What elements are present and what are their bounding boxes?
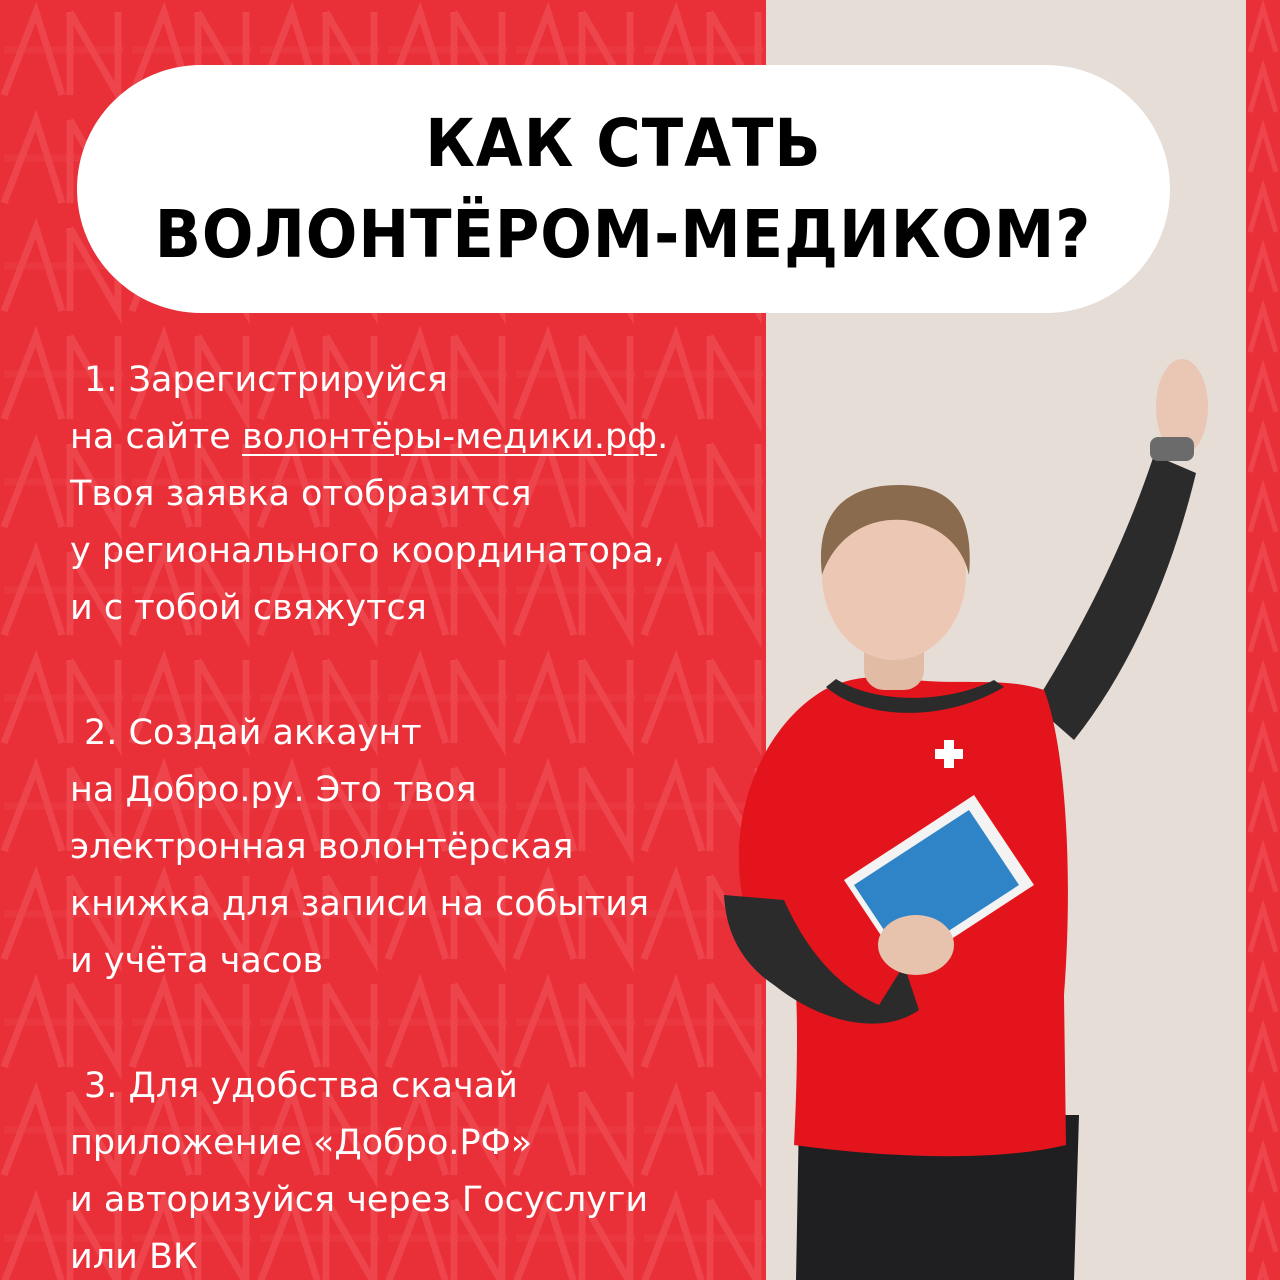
title-line-2: ВОЛОНТЁРОМ-МЕДИКОМ? bbox=[155, 196, 1092, 273]
wrist-bands bbox=[1150, 437, 1194, 461]
volunteer-photo bbox=[704, 345, 1244, 1280]
title-line-1: КАК СТАТЬ bbox=[425, 104, 822, 182]
step-3 bbox=[70, 1058, 750, 1280]
raised-arm-sleeve bbox=[1034, 455, 1196, 740]
step-1-line-3: Твоя заявка отобразится bbox=[70, 474, 532, 514]
step-3-line-2: приложение «Добро.РФ» bbox=[70, 1123, 533, 1163]
step-2-line-4: книжка для записи на события bbox=[70, 884, 650, 924]
holding-hand bbox=[878, 915, 954, 975]
title-banner bbox=[77, 65, 1170, 313]
step-1 bbox=[70, 352, 750, 637]
step-3-line-4: или ВК bbox=[70, 1237, 198, 1277]
step-3-line-3: и авторизуйся через Госуслуги bbox=[70, 1180, 649, 1220]
step-2-heading: 2. Создай аккаунт bbox=[84, 713, 422, 753]
step-2 bbox=[70, 705, 750, 990]
volunteer-medics-site-link[interactable]: волонтёры-медики.рф bbox=[241, 417, 658, 457]
step-1-prefix: на сайте bbox=[70, 417, 242, 457]
steps-list bbox=[70, 352, 750, 1280]
step-2-line-3: электронная волонтёрская bbox=[70, 827, 574, 867]
step-3-heading: 3. Для удобства скачай bbox=[84, 1066, 518, 1106]
step-1-line-4: у регионального координатора, bbox=[70, 531, 665, 571]
step-1-heading: 1. Зарегистрируйся bbox=[84, 360, 448, 400]
step-2-line-5: и учёта часов bbox=[70, 941, 324, 981]
step-2-line-2: на Добро.ру. Это твоя bbox=[70, 770, 477, 810]
step-1-line-5: и с тобой свяжутся bbox=[70, 588, 427, 628]
step-1-line-2 bbox=[70, 409, 750, 466]
right-red-strip bbox=[1246, 0, 1280, 1280]
step-1-suffix: . bbox=[657, 417, 669, 457]
